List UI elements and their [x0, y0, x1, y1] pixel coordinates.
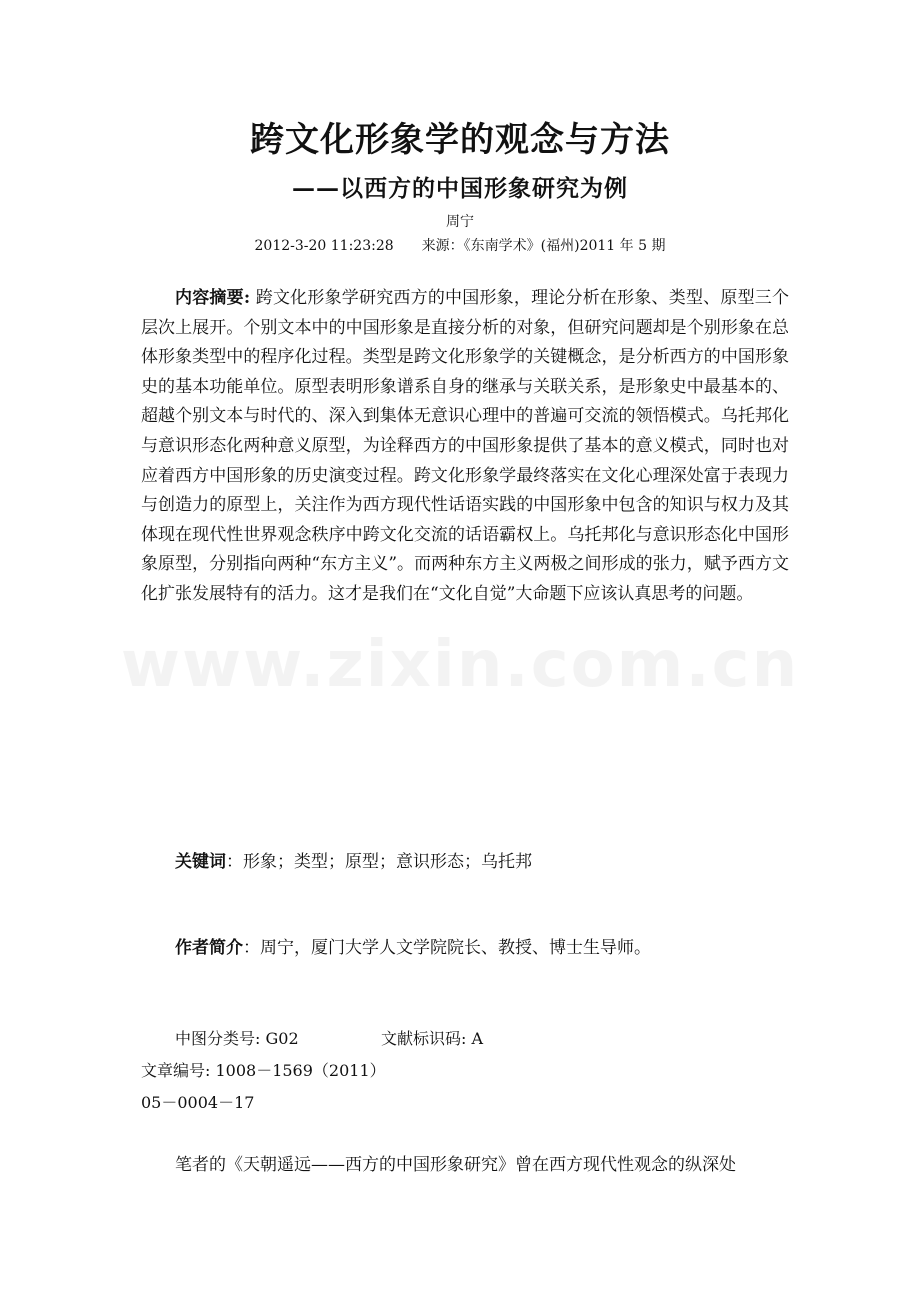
article-meta: [0, 235, 920, 255]
keywords-text: ：形象；类型；原型；意识形态；乌托邦: [226, 852, 532, 872]
watermark: www.zixin.com.cn: [120, 628, 800, 702]
abstract-label: 内容摘要:: [175, 288, 251, 308]
body-first-line: 笔者的《天朝遥远——西方的中国形象研究》曾在西方现代性观念的纵深处: [175, 1155, 736, 1175]
abstract-text: 跨文化形象学研究西方的中国形象，理论分析在形象、类型、原型三个层次上展开。个别文本中的中国形象是直接分析的对象，但研究问题却是个别形象在总体形象类型中的程序化过程。类型是跨文化形象学的关键概念，是分析西方的中国形象史的基本功能单位。原型表明形象谱系自身的继承与关联关系，是形象史中最基本的、超越个别文本与时代的、深入到集体无意识心理中的普遍可交流的领悟模式。乌托邦化与意识形态化两种意义原型，为诠释西方的中国形象提供了基本的意义模式，同时也对应着西方中国形象的历史演变过程。跨文化形象学最终落实在文化心理深处富于表现力与创造力的原型上，关注作为西方现代性话语实践的中国形象中包含的知识与权力及其体现在现代性世界观念秩序中跨文化交流的话语霸权上。乌托邦化与意识形态化中国形象原型，分别指向两种“东方主义”。而两种东方主义两极之间形成的张力，赋予西方文化扩张发展特有的活力。这才是我们在“文化自觉”大命题下应该认真思考的问题。: [141, 288, 790, 604]
document-code: 文献标识码: A: [381, 1029, 484, 1048]
article-source: 来源：《东南学术》(福州)2011 年 5 期: [421, 238, 666, 254]
classification-block: [141, 1023, 789, 1119]
article-author: 周宁: [446, 214, 474, 230]
article-subtitle: ——以西方的中国形象研究为例: [292, 175, 628, 202]
keywords-paragraph: [141, 848, 789, 878]
article-title: 跨文化形象学的观念与方法: [250, 120, 670, 160]
bio-label: 作者简介: [175, 938, 243, 958]
article-number-continued: 05－0004－17: [141, 1093, 255, 1112]
author-bio-paragraph: [141, 934, 789, 964]
article-datetime: 2012-3-20 11:23:28: [254, 238, 394, 254]
clc-number: 中图分类号: G02: [175, 1029, 299, 1048]
keywords-label: 关键词: [175, 852, 226, 872]
bio-text: ：周宁，厦门大学人文学院院长、教授、博士生导师。: [243, 938, 651, 958]
article-number: 文章编号: 1008－1569（2011）: [141, 1061, 386, 1080]
abstract-paragraph: [141, 284, 789, 610]
